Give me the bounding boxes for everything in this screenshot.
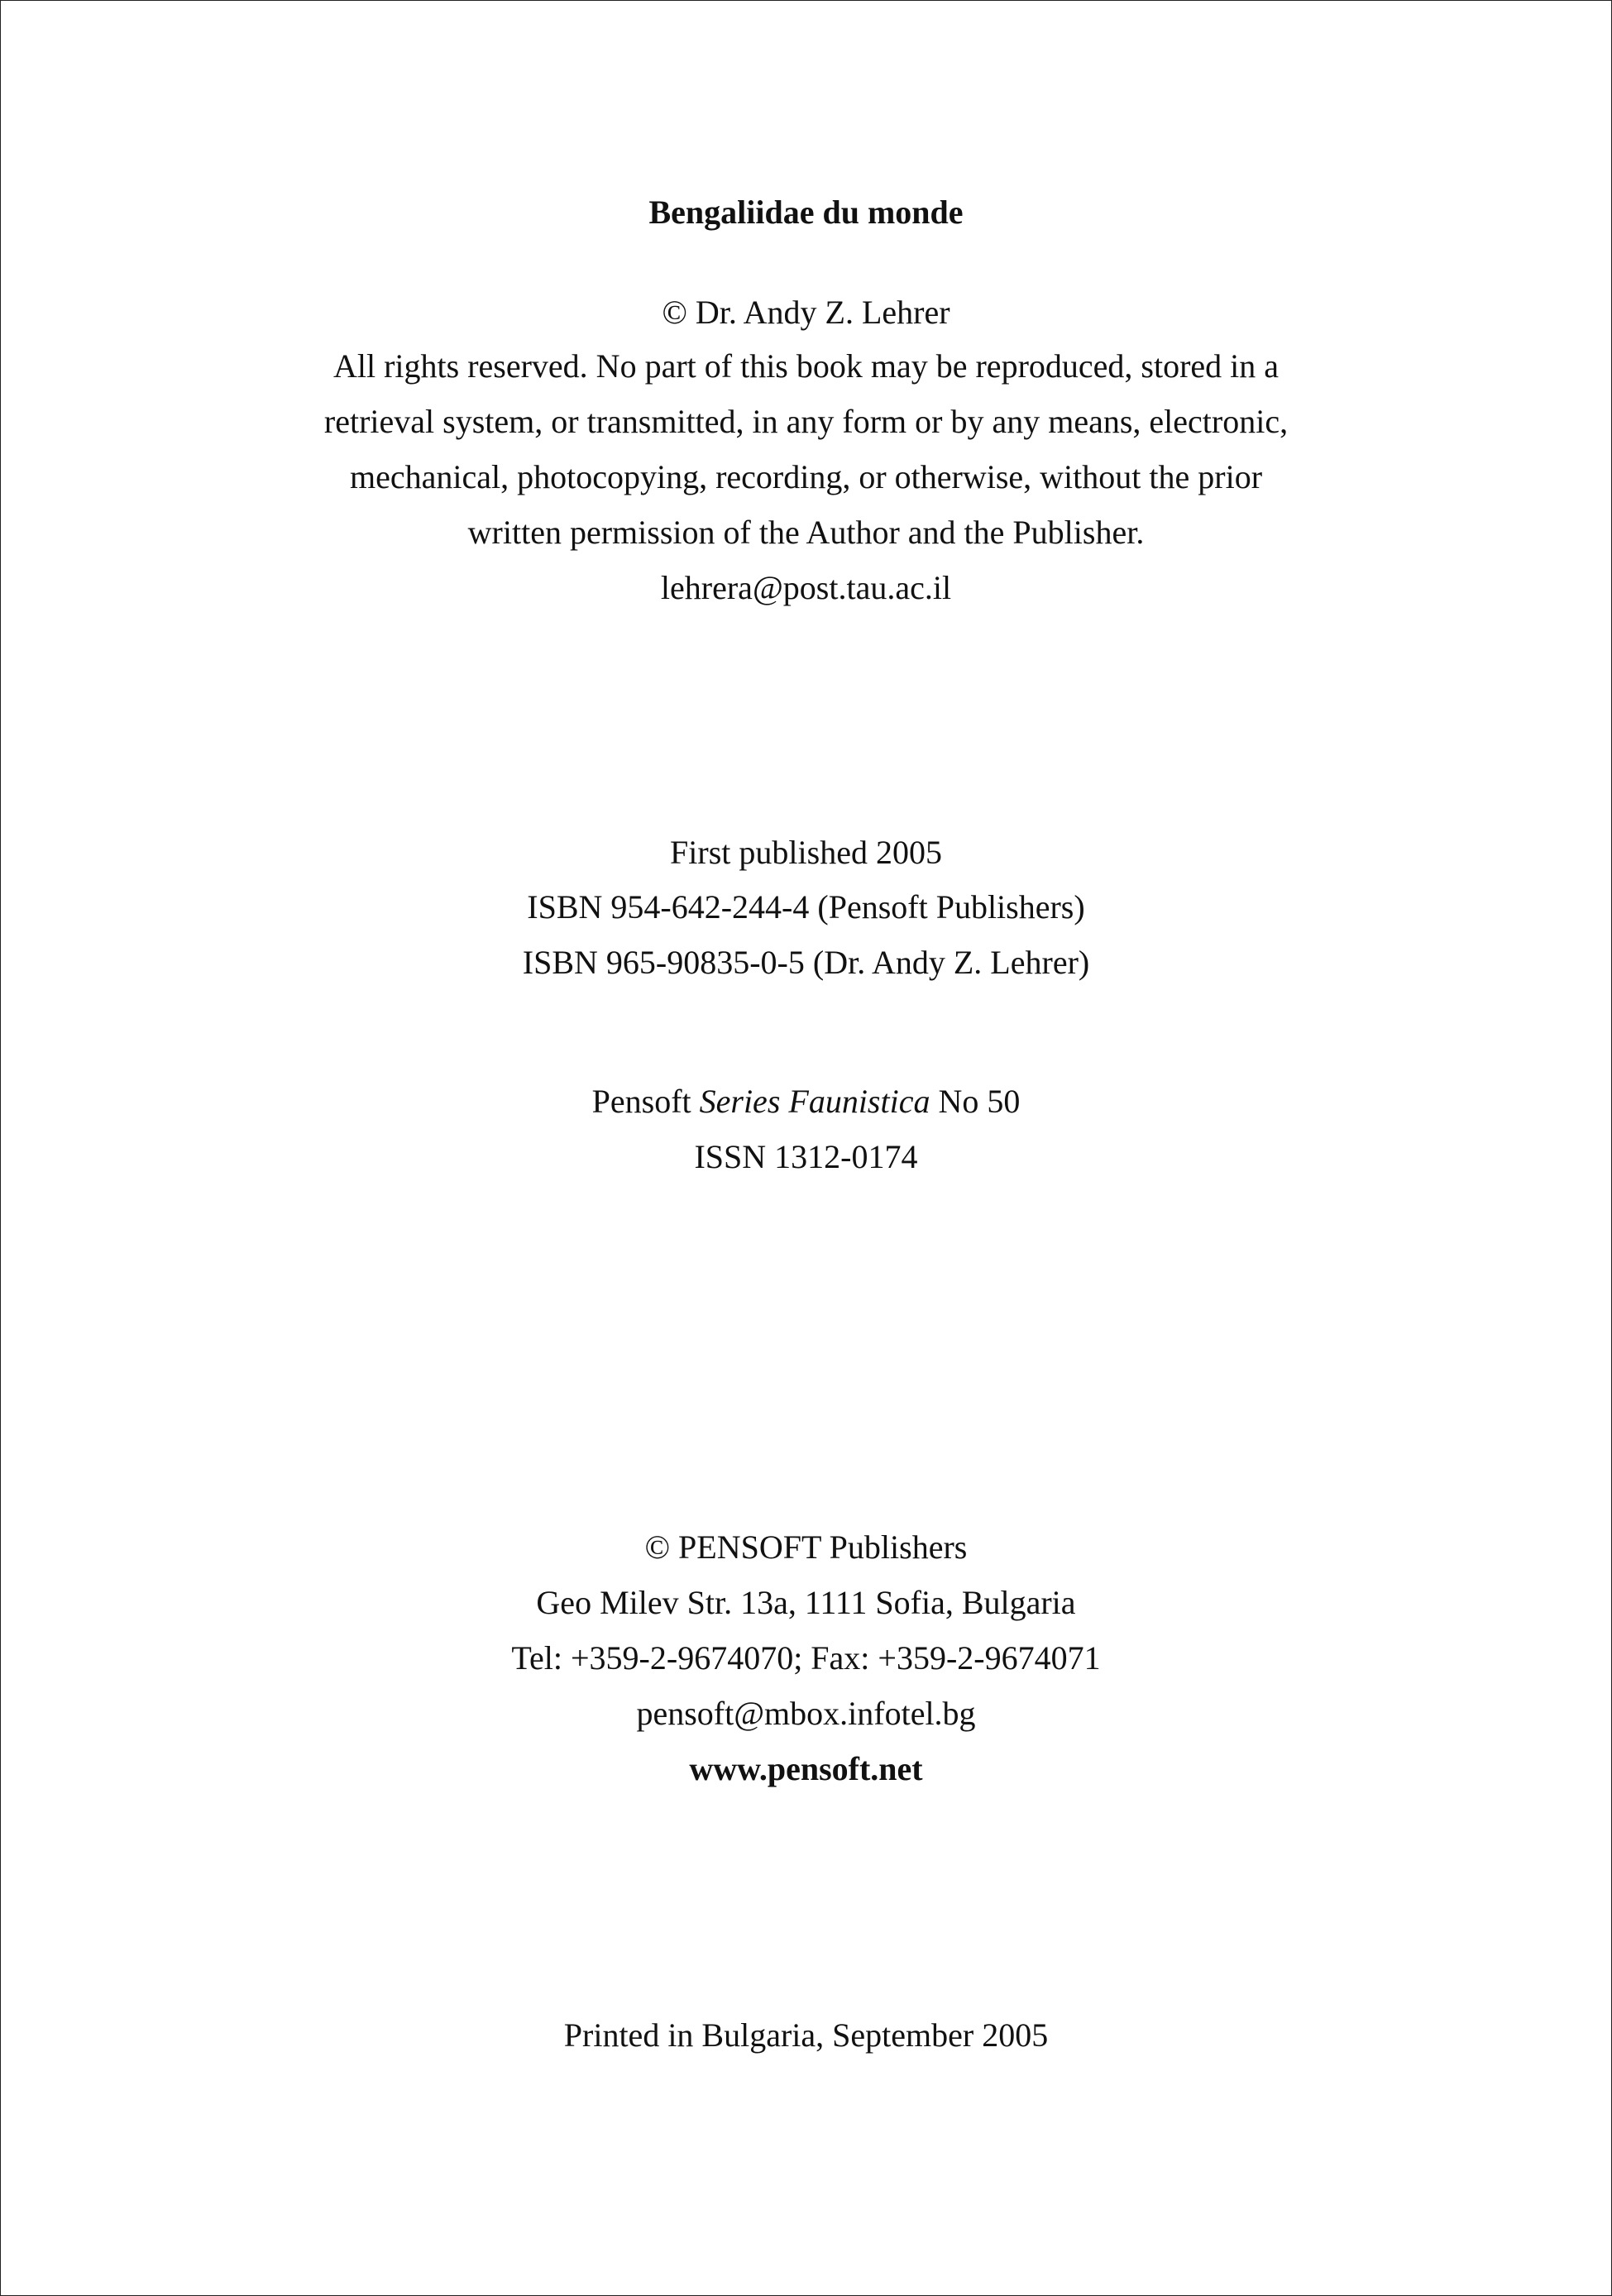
rights-line-3: mechanical, photocopying, recording, or otherwise, without the prior: [349, 458, 1263, 495]
issn: ISSN 1312-0174: [694, 1138, 918, 1175]
isbn-author: ISBN 965-90835-0-5 (Dr. Andy Z. Lehrer): [522, 944, 1090, 981]
series-line: [0, 1082, 1612, 1122]
isbn-pensoft: ISBN 954-642-244-4 (Pensoft Publishers): [527, 888, 1085, 926]
rights-line-2: retrieval system, or transmitted, in any form or by any means, electronic,: [323, 403, 1289, 440]
author-email: lehrera@post.tau.ac.il: [660, 569, 952, 606]
publisher-email: pensoft@mbox.infotel.bg: [636, 1695, 976, 1732]
publisher-phone-fax: Tel: +359-2-9674070; Fax: +359-2-9674071: [511, 1639, 1101, 1677]
series-name: Series Faunistica: [699, 1083, 930, 1120]
publisher-website: www.pensoft.net: [689, 1750, 923, 1787]
author-copyright: © Dr. Andy Z. Lehrer: [662, 294, 950, 331]
printed-info: Printed in Bulgaria, September 2005: [563, 2016, 1049, 2054]
rights-line-4: written permission of the Author and the Publisher.: [467, 514, 1145, 551]
publisher-copyright: © PENSOFT Publishers: [644, 1528, 968, 1566]
rights-line-1: All rights reserved. No part of this book may be reproduced, stored in a: [332, 347, 1280, 385]
series-suffix: No 50: [930, 1083, 1021, 1120]
series-prefix: Pensoft: [591, 1083, 700, 1120]
first-published: First published 2005: [670, 834, 942, 871]
book-title: Bengaliidae du monde: [648, 194, 964, 231]
publisher-address: Geo Milev Str. 13a, 1111 Sofia, Bulgaria: [536, 1584, 1076, 1621]
